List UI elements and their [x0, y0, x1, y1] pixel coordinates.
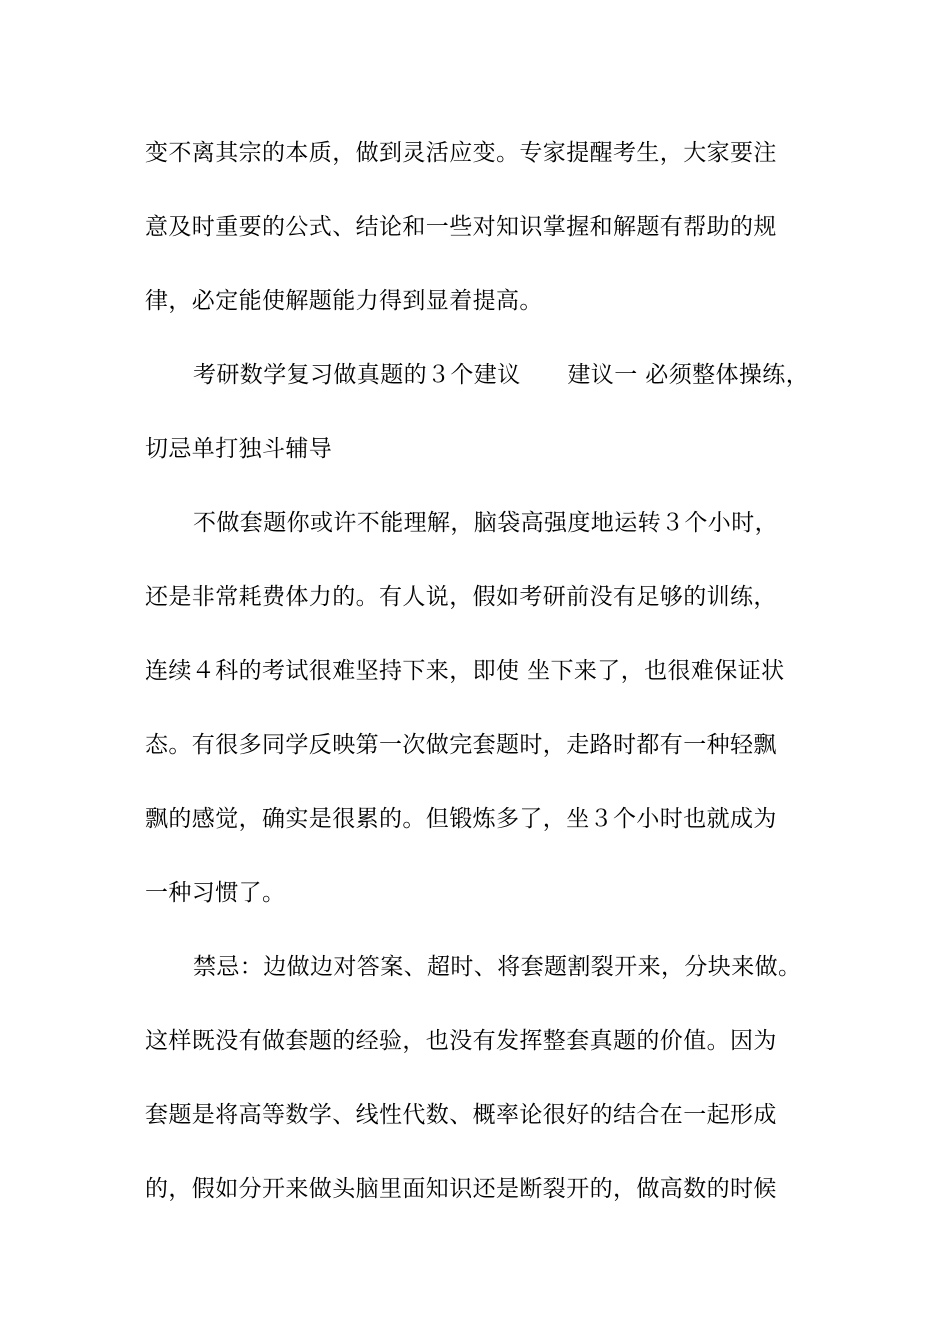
paragraph-line: 考研数学复习做真题的３个建议 建议一 必须整体操练， [193, 362, 810, 388]
paragraph-line: 变不离其宗的本质，做到灵活应变。专家提醒考生，大家要注 [145, 140, 777, 166]
paragraph-line: 禁忌：边做边对答案、超时、将套题割裂开来，分块来做。 [193, 954, 802, 980]
paragraph-line: 切忌单打独斗辅导 [145, 436, 333, 462]
paragraph-line: 还是非常耗费体力的。有人说，假如考研前没有足够的训练， [145, 584, 777, 610]
paragraph-line: 意及时重要的公式、结论和一些对知识掌握和解题有帮助的规 [145, 214, 777, 240]
paragraph-line: 态。有很多同学反映第一次做完套题时，走路时都有一种轻飘 [145, 732, 777, 758]
paragraph-line: 的，假如分开来做头脑里面知识还是断裂开的，做高数的时候 [145, 1176, 777, 1202]
paragraph-line: 律，必定能使解题能力得到显着提高。 [145, 288, 543, 314]
paragraph-line: 不做套题你或许不能理解，脑袋高强度地运转３个小时， [193, 510, 778, 536]
paragraph-line: 连续４科的考试很难坚持下来，即使 坐下来了，也很难保证状 [145, 658, 785, 684]
paragraph-line: 套题是将高等数学、线性代数、概率论很好的结合在一起形成 [145, 1102, 777, 1128]
paragraph-line: 飘的感觉，确实是很累的。但锻炼多了，坐３个小时也就成为 [145, 806, 777, 832]
paragraph-line: 一种习惯了。 [145, 880, 286, 906]
paragraph-line: 这样既没有做套题的经验，也没有发挥整套真题的价值。因为 [145, 1028, 777, 1054]
